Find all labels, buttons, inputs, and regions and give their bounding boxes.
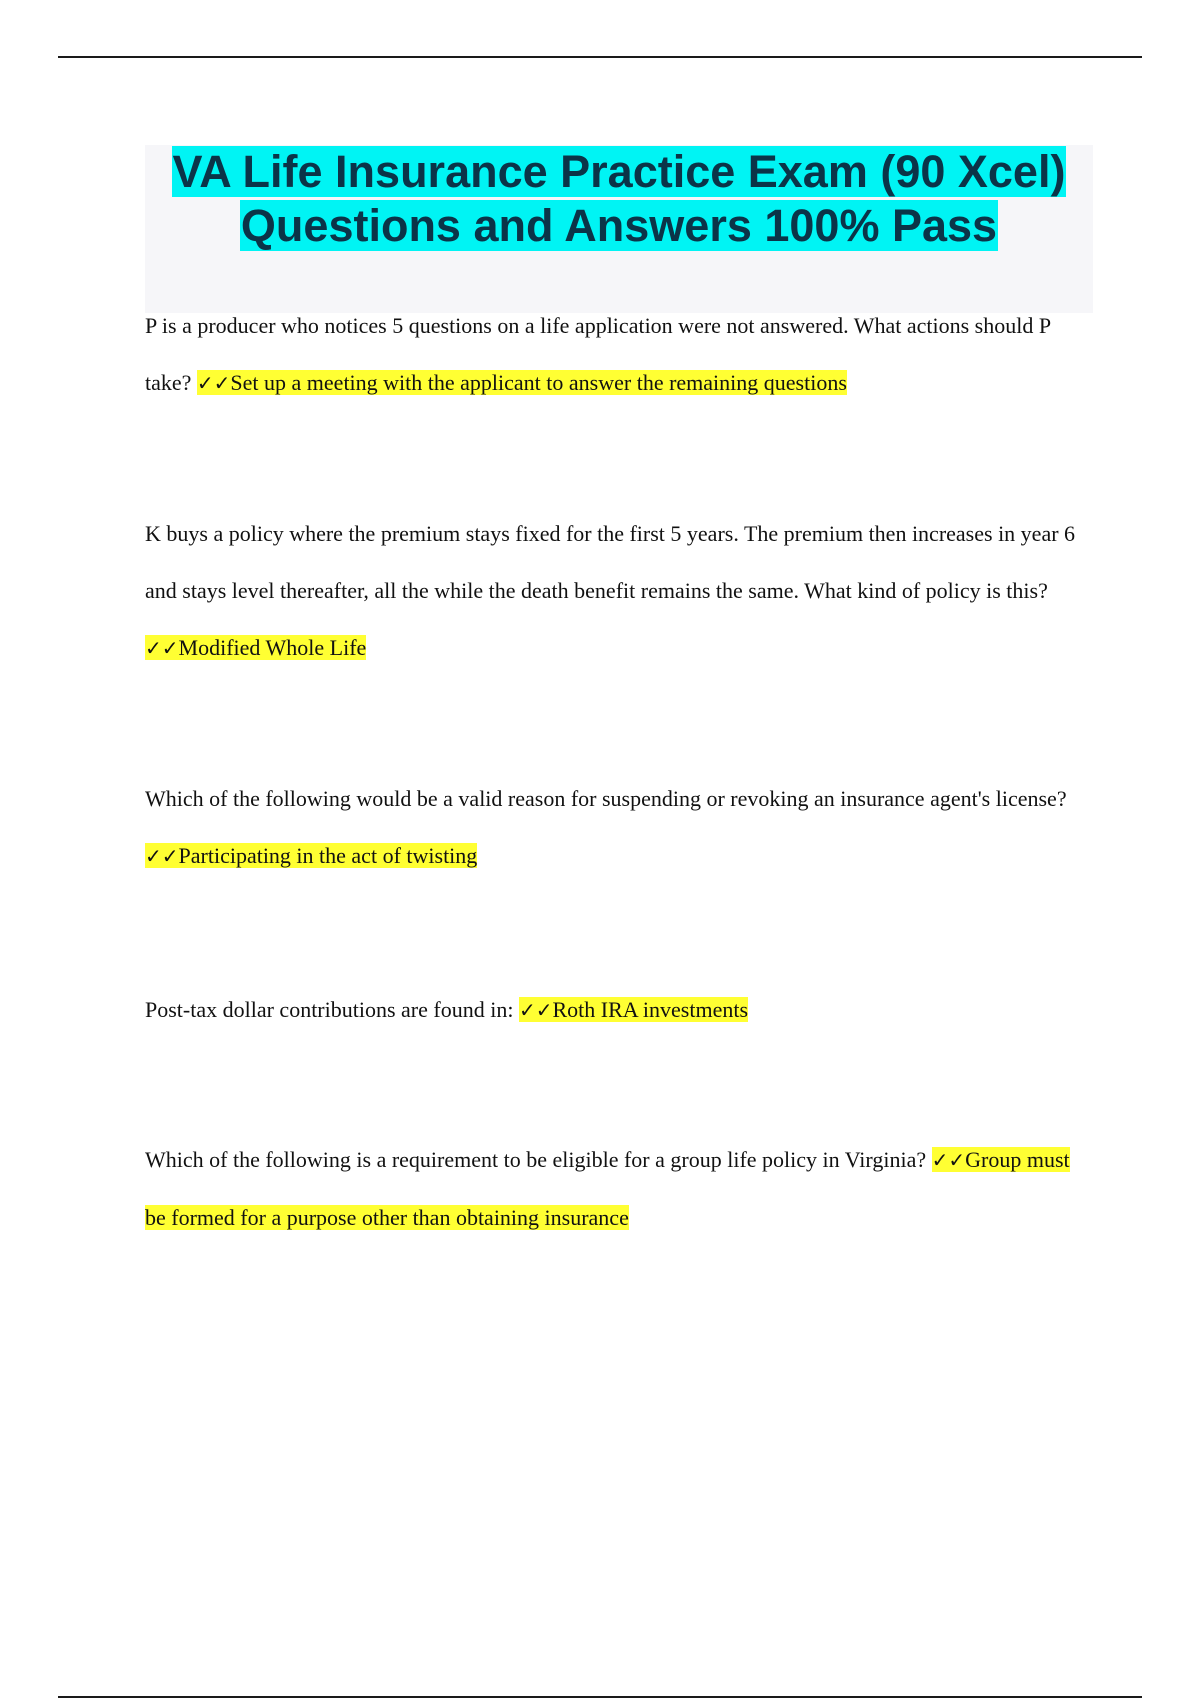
answer-text: ✓✓Modified Whole Life	[145, 635, 367, 660]
qa-item-2	[145, 505, 1085, 677]
document-title	[145, 145, 1093, 253]
document-title-text: VA Life Insurance Practice Exam (90 Xcel) Questions and Answers 100% Pass	[172, 146, 1066, 251]
answer-text: ✓✓Roth IRA investments	[518, 997, 749, 1022]
qa-item-3	[145, 770, 1085, 885]
answer-text: ✓✓Group must be formed for a purpose other than obtaining insurance	[145, 1147, 1070, 1230]
check-icon: ✓✓	[145, 636, 179, 660]
check-icon: ✓✓	[931, 1148, 966, 1172]
footer-rule	[58, 1696, 1142, 1698]
title-block	[145, 145, 1093, 313]
header-rule	[58, 56, 1142, 58]
question-text: Post-tax dollar contributions are found in:	[145, 997, 514, 1022]
qa-item-4	[145, 981, 1085, 1039]
answer-text: ✓✓Participating in the act of twisting	[145, 843, 478, 868]
check-icon: ✓✓	[518, 998, 553, 1022]
question-text: Which of the following is a requirement to be eligible for a group life policy in Virginia?	[145, 1147, 927, 1172]
question-text: K buys a policy where the premium stays fixed for the first 5 years. The premium then increases in year 6 and stays level thereafter, all the while the death benefit remains the same. What kind of policy is this?	[145, 521, 1076, 603]
question-text: P is a producer who notices 5 questions on a life application were not answered. What actions should P take?	[145, 313, 1051, 395]
answer-text: ✓✓Set up a meeting with the applicant to answer the remaining questions	[196, 370, 847, 395]
qa-item-5	[145, 1131, 1085, 1246]
question-text: Which of the following would be a valid reason for suspending or revoking an insurance agent's license?	[145, 786, 1067, 811]
check-icon: ✓✓	[145, 844, 179, 868]
check-icon: ✓✓	[196, 371, 231, 395]
qa-item-1	[145, 297, 1085, 412]
